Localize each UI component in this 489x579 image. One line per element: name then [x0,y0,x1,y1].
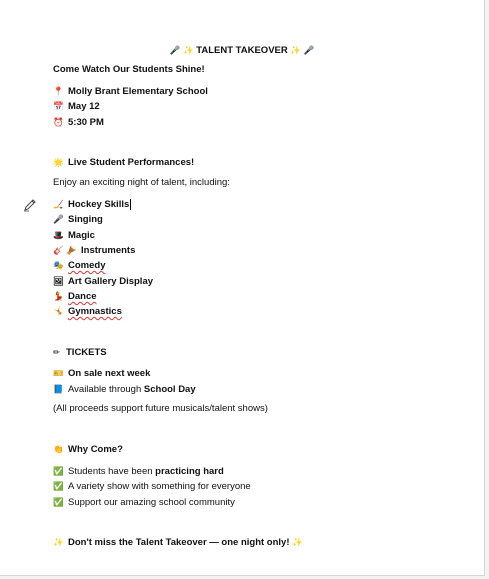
calendar-icon: 📅 [53,101,64,111]
check-box-icon: ✅ [53,497,64,507]
clapping-hands-icon: 👏 [53,444,64,454]
proceeds-note: (All proceeds support future musicals/talent shows) [53,403,268,414]
alarm-clock-icon: ⏰ [53,117,64,127]
dancer-icon: 💃 [53,291,64,301]
cartwheel-icon: 🤸 [53,306,64,316]
list-item [53,244,135,257]
pin-icon: 📍 [53,86,64,96]
closing-text: Don't miss the Talent Takeover — one night only! [68,537,290,548]
closing-line [53,536,303,549]
reason-bold: practicing hard [155,466,224,477]
performances-heading [53,156,194,169]
theater-masks-icon: 🎭 [53,260,64,270]
why-heading-text: Why Come? [68,444,123,455]
act-label: Art Gallery Display [68,276,154,287]
list-item [53,229,95,242]
pencil-icon: ✏ [53,347,61,357]
event-time-text: 5:30 PM [68,117,104,128]
event-date [53,100,100,113]
ticket-info: On sale next week [68,368,151,379]
star-icon: 🌟 [53,157,64,167]
list-item [53,305,122,318]
event-location-text: Molly Brant Elementary School [68,86,208,97]
framed-picture-icon: 🖼 [53,276,64,286]
drum-icon: 🪘 [66,245,77,255]
reason-text: Students have been [68,466,156,477]
act-label: Comedy [68,260,106,271]
ticket-info: Available through [68,384,144,395]
book-icon: 📘 [53,384,64,394]
act-label: Magic [68,230,95,241]
top-hat-icon: 🎩 [53,230,64,240]
sparkles-icon: ✨ [290,45,301,55]
act-label: Hockey Skills [68,199,130,210]
event-location [53,85,208,98]
event-time [53,116,104,129]
list-item [53,465,224,478]
sparkles-icon: ✨ [53,537,64,547]
edit-pencil-icon[interactable] [23,198,37,212]
performances-heading-text: Live Student Performances! [68,157,195,168]
check-box-icon: ✅ [53,481,64,491]
list-item [53,198,131,211]
list-item [53,480,251,493]
list-item [53,290,97,303]
sparkles-icon: ✨ [292,537,303,547]
check-box-icon: ✅ [53,466,64,476]
tickets-heading [53,346,107,359]
hockey-stick-icon: 🏒 [53,199,64,209]
event-date-text: May 12 [68,101,100,112]
list-item [53,275,153,288]
act-label: Instruments [81,245,136,256]
list-item [53,496,235,509]
text-cursor [130,199,131,210]
list-item [53,383,196,396]
document-title [0,44,484,57]
ticket-icon: 🎫 [53,368,64,378]
microphone-icon: 🎤 [53,214,64,224]
act-label: Singing [68,214,103,225]
guitar-icon: 🎸 [53,245,64,255]
microphone-icon: 🎤 [303,45,315,55]
microphone-icon: 🎤 [169,45,181,55]
ticket-info-bold: School Day [143,384,196,395]
title-text: TALENT TAKEOVER [196,45,288,56]
act-label: Gymnastics [68,306,122,317]
intro-text: Enjoy an exciting night of talent, including: [53,177,230,188]
list-item [53,259,105,272]
reason-text: Support our amazing school community [68,497,235,508]
sparkles-icon: ✨ [183,45,194,55]
why-heading [53,443,123,456]
list-item [53,367,150,380]
tickets-heading-text: TICKETS [66,347,107,358]
subtitle: Come Watch Our Students Shine! [53,64,205,75]
reason-text: A variety show with something for everyone [68,481,251,492]
act-label: Dance [68,291,97,302]
list-item [53,213,103,226]
